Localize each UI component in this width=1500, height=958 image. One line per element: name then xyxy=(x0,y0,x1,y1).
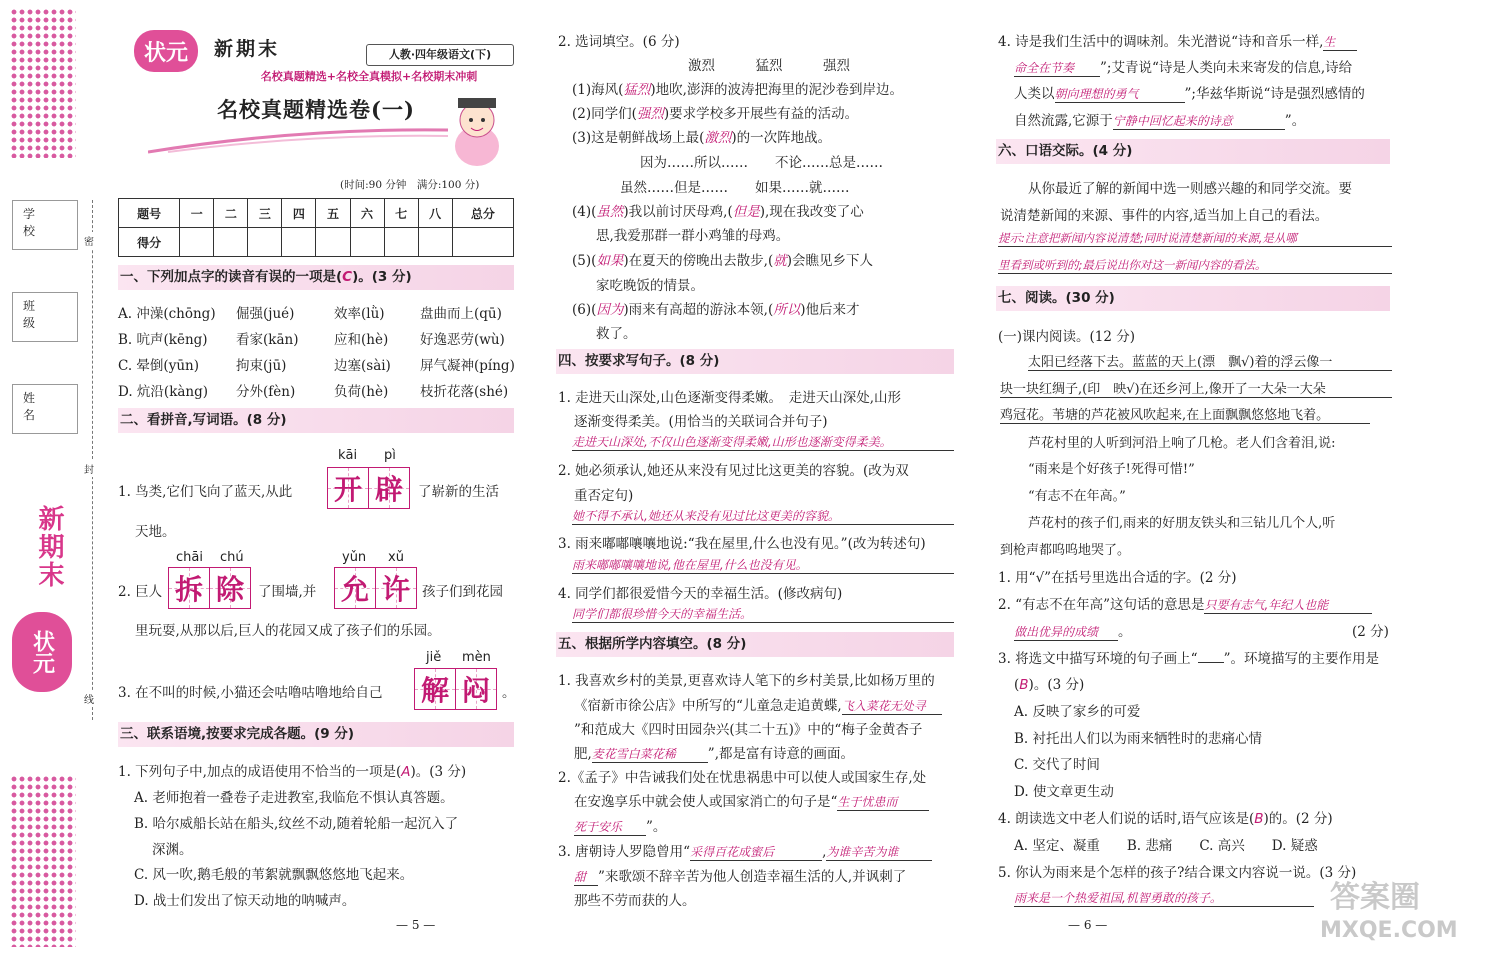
cut-mark-mi: 密 xyxy=(84,232,94,249)
paper-title: 名校真题精选卷(一) xyxy=(217,97,415,122)
s7-passage-line: 芦花村的孩子们,雨来的好朋友铁头和三钻儿几个人,听 xyxy=(1028,516,1336,531)
s7-subtitle: (一)课内阅读。(12 分) xyxy=(998,329,1136,345)
s7-q3-option-d[interactable]: D. 使文章更生动 xyxy=(1014,784,1114,800)
s2-q1-text-b: 了崭新的生活 xyxy=(418,484,499,500)
s5-q2: 2.《孟子》中告诫我们处在忧患祸患中可以使人或国家生存,处 xyxy=(558,770,927,786)
score-header-cell: 五 xyxy=(316,199,350,228)
s2-q1-text-c: 天地。 xyxy=(135,524,176,540)
s2-q2-answer-grid-2[interactable]: 允 许 xyxy=(334,567,417,609)
s2-q2-text-b: 了围墙,并 xyxy=(258,584,317,600)
s7-passage-line: 太阳已经落下去。蓝蓝的天上(漂 飘√)着的浮云像一 xyxy=(1028,351,1392,371)
section-7-header: 七、阅读。(30 分) xyxy=(996,286,1390,311)
class-field[interactable]: 班级 xyxy=(12,292,78,342)
score-cell[interactable] xyxy=(248,228,282,257)
slogan: 名校真题精选+名校全真模拟+名校期末冲刺 xyxy=(260,70,478,83)
s5-q1: 1. 我喜欢乡村的美景,更喜欢诗人笔下的乡村美景,比如杨万里的 xyxy=(558,673,935,689)
score-table xyxy=(118,198,514,257)
section-5-header: 五、根据所学内容填空。(8 分) xyxy=(556,632,954,657)
score-header-cell: 八 xyxy=(418,199,452,228)
score-cell[interactable] xyxy=(384,228,418,257)
score-cell[interactable] xyxy=(452,228,513,257)
pinyin: mèn xyxy=(462,650,491,665)
s7-passage-line: 块一块红绸子,(印 映√)在还乡河上,像开了一大朵一大朵 xyxy=(1000,378,1392,398)
r4-line2: 命全在节奏 ”;艾青说“诗是人类向未来寄发的信息,诗给 xyxy=(1014,60,1353,76)
s4-q2-answer[interactable]: 她不得不承认,她还从来没有见过比这更美的容貌。 xyxy=(572,507,954,525)
side-logo: 状元 xyxy=(12,612,72,692)
score-header-cell: 总分 xyxy=(452,199,513,228)
cut-mark-feng: 封 xyxy=(84,460,94,477)
s3-option-a[interactable]: A. 老师抱着一叠卷子走进教室,我临危不惧认真答题。 xyxy=(134,790,454,806)
s3-q1-answer: A xyxy=(401,764,411,780)
s4-q1-cont: 逐渐变得柔美。(用恰当的关联词合并句子) xyxy=(574,414,828,430)
s7-q5-answer[interactable]: 雨来是一个热爱祖国,机智勇敢的孩子。 xyxy=(1014,889,1314,907)
s5-q2-c: 死于安乐 ”。 xyxy=(574,819,667,835)
page-number-6: — 6 — xyxy=(1068,918,1108,932)
s7-passage-line: 鸡冠花。苇塘的芦花被风吹起来,在上面飘飘悠悠地飞着。 xyxy=(1000,404,1370,424)
s7-q3-option-a[interactable]: A. 反映了家乡的可爱 xyxy=(1014,704,1141,720)
s4-q2: 2. 她必须承认,她还从来没有见过比这更美的容貌。(改为双 xyxy=(558,463,909,479)
s1-option-row[interactable]: A. 冲澡(chōng) 倔强(jué) 效率(lǜ) 盘曲而上(qū) xyxy=(118,306,502,322)
s3-option-b-cont: 深渊。 xyxy=(152,842,193,858)
s7-passage-line: 芦花村里的人听到河沿上响了几枪。老人们含着泪,说: xyxy=(1028,436,1336,451)
brand-logo: 状元 xyxy=(134,30,198,72)
s3-option-b[interactable]: B. 哈尔威船长站在船头,纹丝不动,随着轮船一起沉入了 xyxy=(134,816,459,832)
s7-q1: 1. 用“√”在括号里选出合适的字。(2 分) xyxy=(998,570,1237,586)
pinyin: chāi xyxy=(176,550,203,565)
s1-option-row[interactable]: B. 吭声(kēng) 看家(kān) 应和(hè) 好逸恶劳(wù) xyxy=(118,332,505,348)
m2-line4-cont: 思,我爱那群一群小鸡雏的母鸡。 xyxy=(596,228,790,244)
r4-line1: 4. 诗是我们生活中的调味剂。朱光潜说“诗和音乐一样,生 xyxy=(998,30,1357,51)
name-field[interactable]: 姓名 xyxy=(12,384,78,434)
s7-q2-cont: 做出优异的成绩 。 xyxy=(1014,624,1132,640)
s3-q1: 1. 下列句子中,加点的成语使用不恰当的一项是(A)。(3 分) xyxy=(118,764,467,780)
score-header-cell: 七 xyxy=(384,199,418,228)
r4-line4: 自然流露,它源于宁静中回忆起来的诗意 ”。 xyxy=(1014,113,1306,129)
m2-title: 2. 选词填空。(6 分) xyxy=(558,34,680,50)
s4-q1: 1. 走进天山深处,山色逐渐变得柔嫩。 走进天山深处,山形 xyxy=(558,390,902,406)
score-header-cell: 四 xyxy=(282,199,316,228)
s7-q3-option-c[interactable]: C. 交代了时间 xyxy=(1014,757,1100,773)
score-header-cell: 二 xyxy=(214,199,248,228)
score-row-label: 得分 xyxy=(119,228,180,257)
page-number-5: — 5 — xyxy=(396,918,436,932)
cut-mark-xian: 线 xyxy=(84,690,94,707)
pinyin: kāi xyxy=(338,448,358,463)
s6-answer-line2[interactable]: 里看到或听到的;最后说出你对这一新闻内容的看法。 xyxy=(998,257,1392,274)
s7-q5: 5. 你认为雨来是个怎样的孩子?结合课文内容说一说。(3 分) xyxy=(998,865,1357,881)
score-header-cell: 三 xyxy=(248,199,282,228)
watermark-url: MXQE.COM xyxy=(1320,918,1458,943)
decor-dots-bottom xyxy=(10,775,76,947)
s5-q3: 3. 唐朝诗人罗隐曾用“采得百花成蜜后 ,为谁辛苦为谁 xyxy=(558,840,932,861)
s7-q2: 2. “有志不在年高”这句话的意思是只要有志气,年纪人也能 xyxy=(998,593,1372,614)
m2-line2: (2)同学们(强烈)要求学校多开展些有益的活动。 xyxy=(572,106,859,122)
s2-q3-text-b: 。 xyxy=(502,685,516,701)
m2-line6: (6)(因为)雨来有高超的游泳本领,(所以)他后来才 xyxy=(572,302,860,318)
s2-q2-text-a: 2. 巨人 xyxy=(118,584,163,600)
s2-q3-answer-grid[interactable]: 解 闷 xyxy=(414,668,497,710)
m2-line3: (3)这是朝鲜战场上最(激烈)的一次阵地战。 xyxy=(572,130,832,146)
s5-q1-c: ”和范成大《四时田园杂兴(其二十五)》中的“梅子金黄杏子 xyxy=(574,722,923,738)
s7-q3: 3. 将选文中描写环境的句子画上“ ”。环境描写的主要作用是 xyxy=(998,651,1379,667)
s5-q1-d: 肥,麦花雪白菜花稀 ”,都是富有诗意的画面。 xyxy=(574,746,854,762)
s7-q2-points: (2 分) xyxy=(1352,624,1389,640)
s2-q2-text-c: 孩子们到花园 xyxy=(422,584,503,600)
decor-dots-top xyxy=(10,8,76,158)
section-3-header: 三、联系语境,按要求完成各题。(9 分) xyxy=(118,722,514,747)
s3-option-d[interactable]: D. 战士们发出了惊天动地的呐喊声。 xyxy=(134,893,356,909)
exam-time: (时间:90 分钟 满分:100 分) xyxy=(340,179,480,191)
score-header-row xyxy=(119,199,514,228)
s5-q1-b: 《宿新市徐公店》中所写的“儿童急走追黄蝶,飞入菜花无处寻 xyxy=(574,694,942,715)
pinyin: pì xyxy=(384,448,396,463)
s5-q3-b: 甜 ”来歌颂不辞辛苦为他人创造幸福生活的人,并讽刺了 xyxy=(574,869,907,885)
pinyin: yǔn xyxy=(342,550,367,565)
r4-line3: 人类以朝向理想的勇气 ”;华兹华斯说“诗是强烈感情的 xyxy=(1014,86,1365,102)
pinyin: jiě xyxy=(426,650,442,665)
s7-q4: 4. 朗读选文中老人们说的话时,语气应该是(B)的。(2 分) xyxy=(998,811,1333,827)
score-cell[interactable] xyxy=(350,228,384,257)
s2-q2-text-d: 里玩耍,从那以后,巨人的花园又成了孩子们的乐园。 xyxy=(135,623,441,639)
s6-prompt: 从你最近了解的新闻中选一则感兴趣的和同学交流。要 xyxy=(1028,181,1352,197)
score-row xyxy=(119,228,514,257)
s2-q2-answer-grid-1[interactable]: 拆 除 xyxy=(168,567,251,609)
m2-conj2: 虽然……但是…… 如果……就…… xyxy=(620,180,850,196)
m2-line1: (1)海风(猛烈)地吹,澎湃的波涛把海里的泥沙卷到岸边。 xyxy=(572,82,903,98)
s4-q4: 4. 同学们都很爱惜今天的幸福生活。(修改病句) xyxy=(558,586,843,602)
pinyin: xǔ xyxy=(388,550,404,565)
s2-q1-answer-grid[interactable]: 开 辟 xyxy=(327,467,410,509)
scholar-mascot-icon xyxy=(442,88,512,168)
s2-q3-text-a: 3. 在不叫的时候,小猫还会咕噜咕噜地给自己 xyxy=(118,685,383,701)
m2-line4: (4)(虽然)我以前讨厌母鸡,(但是),现在我改变了心 xyxy=(572,204,864,220)
s5-q3-c: 那些不劳而获的人。 xyxy=(574,893,696,909)
s4-q1-answer[interactable]: 走进天山深处,不仅山色逐渐变得柔嫩,山形也逐渐变得柔美。 xyxy=(572,433,954,451)
s1-option-row[interactable]: D. 炕沿(kàng) 分外(fèn) 负荷(hè) 枝折花落(shé) xyxy=(118,384,509,400)
m2-conj1: 因为……所以…… 不论……总是…… xyxy=(640,155,883,171)
score-cell[interactable] xyxy=(418,228,452,257)
s4-q3: 3. 雨来嘟嘟嚷嚷地说:“我在屋里,什么也没有见。”(改为转述句) xyxy=(558,536,926,552)
m2-line6-cont: 救了。 xyxy=(596,326,637,342)
m2-words: 激烈 猛烈 强烈 xyxy=(688,58,850,74)
score-cell[interactable] xyxy=(214,228,248,257)
score-header-cell: 题号 xyxy=(119,199,180,228)
score-header-cell: 六 xyxy=(350,199,384,228)
score-cell[interactable] xyxy=(180,228,214,257)
m2-line5: (5)(如果)在夏天的傍晚出去散步,(就)会瞧见乡下人 xyxy=(572,253,873,269)
section-6-header: 六、口语交际。(4 分) xyxy=(996,139,1390,164)
score-cell[interactable] xyxy=(316,228,350,257)
pinyin: chú xyxy=(220,550,244,565)
s6-answer-line1[interactable]: 提示:注意把新闻内容说清楚;同时说清楚新闻的来源,是从哪 xyxy=(998,230,1392,247)
s7-passage-line: 到枪声都呜呜地哭了。 xyxy=(1000,543,1131,558)
brand-name: 新期末 xyxy=(214,38,281,60)
side-brand-text: 新期末 xyxy=(34,505,64,589)
s5-q2-b: 在安逸享乐中就会使人或国家消亡的句子是“生于忧患而 xyxy=(574,790,929,811)
s1-answer: C xyxy=(342,269,353,285)
section-4-header: 四、按要求写句子。(8 分) xyxy=(556,349,954,374)
s7-passage-line: “有志不在年高。” xyxy=(1028,489,1126,504)
grade-badge: 人教·四年级语文(下) xyxy=(366,44,514,66)
s4-q4-answer[interactable]: 同学们都很珍惜今天的幸福生活。 xyxy=(572,605,954,623)
s1-options xyxy=(118,302,518,406)
score-header-cell: 一 xyxy=(180,199,214,228)
s7-q4-options[interactable]: A. 坚定、凝重 B. 悲痛 C. 高兴 D. 疑惑 xyxy=(1014,838,1318,854)
m2-line5-cont: 家吃晚饭的情景。 xyxy=(596,278,704,294)
section-1-header: 一、下列加点字的读音有误的一项是(C)。(3 分) xyxy=(118,265,514,290)
s2-q1-text-a: 1. 鸟类,它们飞向了蓝天,从此 xyxy=(118,484,293,500)
score-cell[interactable] xyxy=(282,228,316,257)
watermark-logo: 答案圈 xyxy=(1330,880,1420,915)
s7-q3-cont: (B)。(3 分) xyxy=(1014,677,1085,693)
school-field[interactable]: 学校 xyxy=(12,200,78,250)
s1-option-row[interactable]: C. 晕倒(yūn) 拘束(jū) 边塞(sài) 屏气凝神(píng) xyxy=(118,358,515,374)
title-swoosh-icon xyxy=(148,124,448,154)
s7-passage-line: “雨来是个好孩子!死得可惜!” xyxy=(1028,462,1195,477)
s7-q3-option-b[interactable]: B. 衬托出人们以为雨来牺牲时的悲痛心情 xyxy=(1014,731,1263,747)
s4-q2-cont: 重否定句) xyxy=(574,488,634,504)
section-2-header: 二、看拼音,写词语。(8 分) xyxy=(118,408,514,433)
s3-option-c[interactable]: C. 风一吹,鹅毛般的苇絮就飘飘悠悠地飞起来。 xyxy=(134,867,414,883)
s6-prompt-cont: 说清楚新闻的来源、事件的内容,适当加上自己的看法。 xyxy=(1000,208,1329,224)
s4-q3-answer[interactable]: 雨来嘟嘟嚷嚷地说,他在屋里,什么也没有见。 xyxy=(572,556,954,574)
